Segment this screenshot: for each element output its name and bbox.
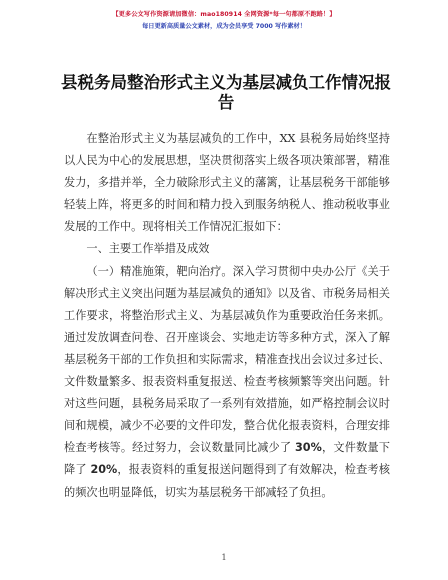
intro-paragraph: 在整治形式主义为基层减负的工作中，XX 县税务局始终坚持以人民为中心的发展思想，坚决贯彻落实上级各项决策部署，精准发力，多措并举，全力破除形式主义的藩篱，让基层税务干部能够轻装上阵，将更多的时间和精力投入到服务纳税人、推动税收事业发展的工作中。现将相关工作情况汇报如下： [64,132,390,234]
document-body [64,128,390,504]
document-title: 县税务局整治形式主义为基层减负工作情况报告 [61,73,391,112]
section-paragraph [64,261,390,504]
document-reduction-value: 20% [90,463,118,477]
section-paragraph-text-3: ，报表资料的重复报送问题得到了有效解决，检查考核的频次也明显降低，切实为基层税务干部减轻了负担。 [64,463,390,499]
page-number: 1 [221,553,227,562]
meeting-reduction-value: 30% [295,441,322,455]
section-paragraph-text-2: ，文件数量下降了 [64,441,390,477]
section-heading: 一、主要工作举措及成效 [86,242,210,256]
promo-banner-line2: 每日更新高质量公文素材，成为会员享受 7000 写作素材！ [142,23,306,30]
section-paragraph-text: （一）精准施策，靶向治疗。深入学习贯彻中央办公厅《关于解决形式主义突出问题为基层减负的通知》以及省、市税务局相关工作要求，将整治形式主义、为基层减负作为重要政治任务来抓。通过发放调查问卷、召开座谈会、实地走访等多种方式，深入了解基层税务干部的工作负担和实际需求，精准查找出会议过多过长、文件数量繁多、报表资料重复报送、检查考核频繁等突出问题。针对这些问题，县税务局采取了一系列有效措施，如严格控制会议时间和规模，减少不必要的文件印发，整合优化报表资料，合理安排检查考核等。经过努力，会议数量同比减少了 [64,264,390,455]
promo-banner-line1: 【更多公文写作资源请加微信：mao180914 全网资源*每一句都原不跑路！】 [112,11,336,18]
promo-banner [0,10,448,32]
